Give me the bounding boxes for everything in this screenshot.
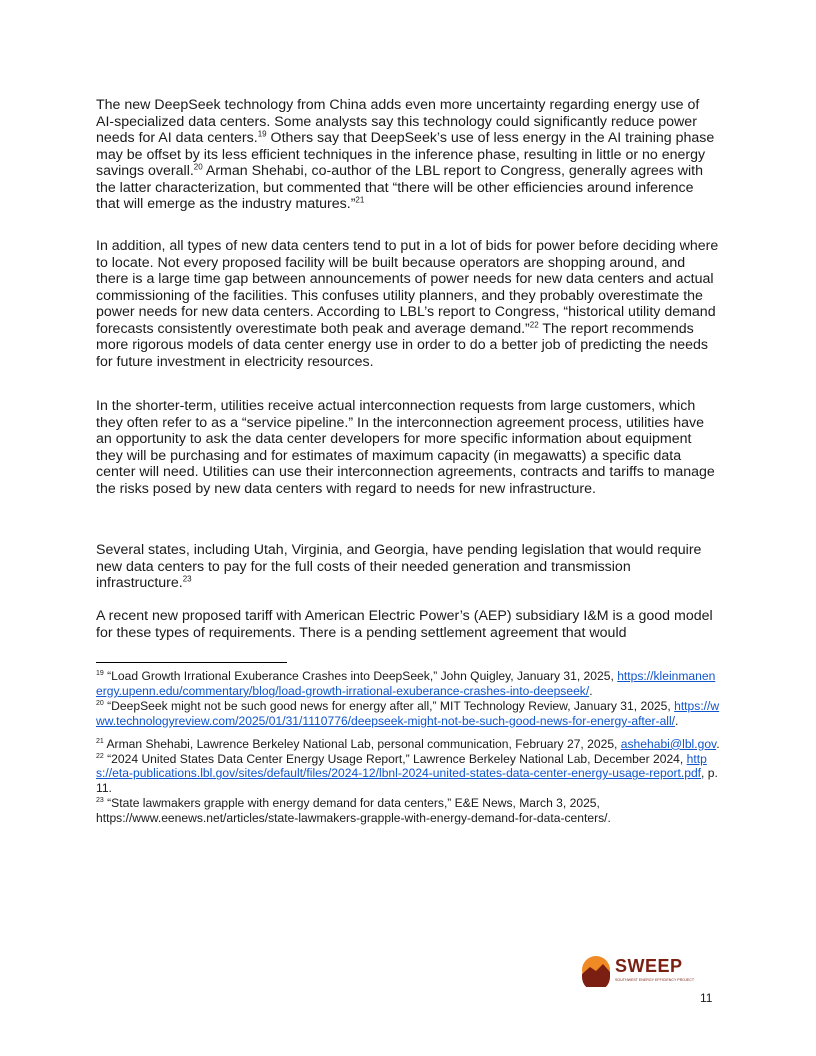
footnote-text-after: , p. 11. — [96, 766, 718, 796]
sweep-sun-icon — [581, 953, 611, 987]
footnote-link[interactable]: ashehabi@lbl.gov — [620, 736, 717, 751]
footnote-text: Arman Shehabi, Lawrence Berkeley National Lab, personal communication, February 27, 2025, — [103, 736, 621, 751]
body-paragraph-3 — [96, 398, 720, 497]
paragraph-run: Arman Shehabi, co-author of the LBL report to Congress, generally agrees with the latter characterization, but commented that “there will be other efficiencies around inference that will emerge as the industry matures.” — [96, 163, 703, 212]
footnote-number: 19 — [96, 669, 104, 677]
body-paragraph-5 — [96, 608, 720, 641]
footnote-23 — [96, 796, 720, 826]
paragraph-text — [96, 97, 720, 213]
paragraph-text — [96, 238, 720, 370]
footnote-text: “DeepSeek might not be such good news for energy after all,” MIT Technology Review, January 31, 2025, — [103, 698, 675, 713]
paragraph-run: A recent new proposed tariff with American Electric Power’s (AEP) subsidiary I&M is a good model for these types of requirements. There is a pending settlement agreement that would — [96, 608, 713, 641]
footnote-20 — [96, 699, 720, 729]
paragraph-text — [96, 542, 720, 592]
paragraph-run: In addition, all types of new data centers tend to put in a lot of bids for power before deciding where to locate. Not every proposed facility will be built because operators are shopping around, and there is a large time gap between announcements of power needs for new data centers and actual commissioning of the facilities. This confuses utility planners, and they probably overestimate the power needs for new data centers. According to LBL’s report to Congress, “historical utility demand forecasts consistently overestimate both peak and average demand.” — [96, 238, 719, 337]
footnote-ref: 23 — [182, 574, 192, 584]
paragraph-run: Several states, including Utah, Virginia, and Georgia, have pending legislation that would require new data centers to pay for the full costs of their needed generation and transmission infrastructure. — [96, 542, 702, 591]
paragraph-run: In the shorter-term, utilities receive actual interconnection requests from large customers, which they often refer to as a “service pipeline.” In the interconnection agreement process, utilities have an opportunity to ask the data center developers for more specific information about equipment they will be purchasing and for estimates of maximum capacity (in megawatts) a specific data center will need. Utilities can use their interconnection agreements, contracts and tariffs to manage the risks posed by new data centers with regard to needs for new infrastructure. — [96, 398, 715, 497]
footnote-ref: 19 — [257, 129, 267, 139]
footnote-number: 21 — [96, 737, 104, 745]
footnote-19 — [96, 669, 720, 699]
footnote-text-after: . — [589, 683, 593, 698]
footnote-number: 20 — [96, 699, 104, 707]
body-paragraph-2 — [96, 238, 720, 370]
footnote-ref: 22 — [529, 319, 539, 329]
footnote-link[interactable]: https://eta-publications.lbl.gov/sites/default/files/2024-12/lbnl-2024-united-states-data-center-energy-usage-report.pdf — [96, 751, 707, 781]
paragraph-text — [96, 398, 720, 497]
footnote-link[interactable]: https://www.technologyreview.com/2025/01/31/1110776/deepseek-might-not-be-such-good-news-for-energy-after-all/ — [96, 698, 720, 728]
footnotes-section — [96, 669, 720, 826]
body-paragraph-4 — [96, 542, 720, 592]
footnote-separator — [96, 662, 287, 663]
footnote-number: 22 — [96, 752, 104, 760]
footnote-ref: 21 — [355, 195, 365, 205]
footnote-link[interactable]: https://kleinmanenergy.upenn.edu/commentary/blog/load-growth-irrational-exuberance-crashes-into-deepseek/ — [96, 669, 716, 698]
paragraph-run: The report recommends more rigorous models of data center energy use in order to do a better job of predicting the needs for future investment in electricity resources. — [96, 320, 709, 370]
footnote-text-after: . — [675, 713, 679, 728]
logo-tagline: SOUTHWEST ENERGY EFFICIENCY PROJECT — [615, 978, 695, 982]
footnote-text: “State lawmakers grapple with energy demand for data centers,” E&E News, March 3, 2025, https://www.eenews.net/articles/state-lawmakers-grapple-with-energy-demand-for-data-centers/. — [96, 796, 611, 826]
paragraph-run: Others say that DeepSeek’s use of less energy in the AI training phase may be offset by its less efficient techniques in the inference phase, resulting in little or no energy savings overall. — [96, 130, 715, 179]
footnote-text: “Load Growth Irrational Exuberance Crashes into DeepSeek,” John Quigley, January 31, 2025, — [103, 669, 618, 683]
footnote-text-after: . — [716, 736, 720, 751]
page-number: 11 — [700, 991, 713, 1005]
body-paragraph-1 — [96, 97, 720, 213]
footnote-21 — [96, 737, 720, 752]
footnote-ref: 20 — [193, 162, 203, 172]
footnote-text: “2024 United States Data Center Energy Usage Report,” Lawrence Berkeley National Lab, December 2024, — [103, 751, 687, 766]
logo-wordmark: SWEEP — [615, 956, 683, 976]
sweep-logo — [581, 953, 695, 989]
footnote-22 — [96, 752, 720, 797]
paragraph-text — [96, 608, 720, 641]
paragraph-run: The new DeepSeek technology from China adds even more uncertainty regarding energy use of AI-specialized data centers. Some analysts say this technology could significantly reduce power needs for AI data centers. — [96, 97, 700, 146]
footnote-number: 23 — [96, 797, 104, 805]
